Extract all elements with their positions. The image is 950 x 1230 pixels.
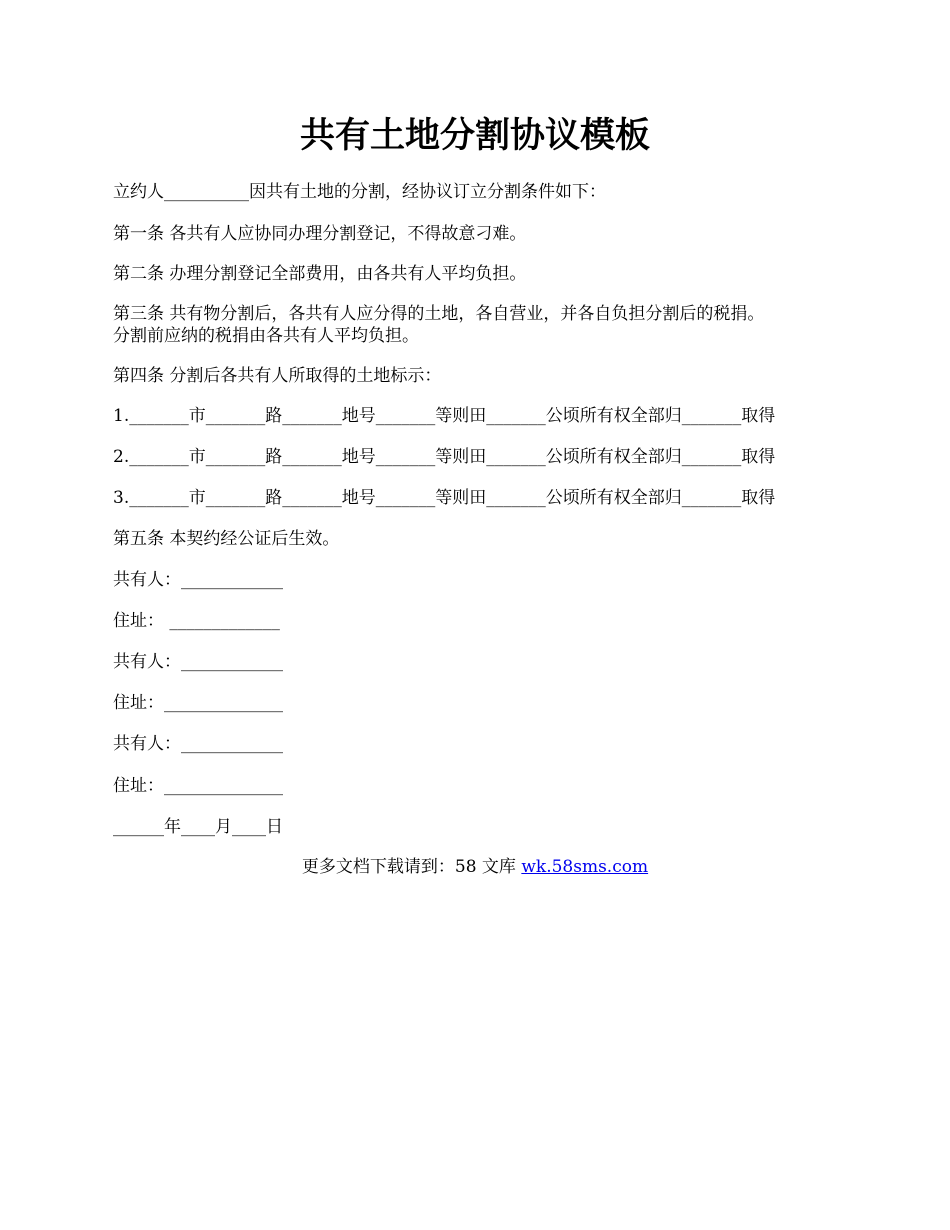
land-item-2: 2._______市_______路_______地号_______等则田_______公顷所有权全部归_______取得: [113, 447, 776, 467]
article-4: 第四条 分割后各共有人所取得的土地标示：: [113, 366, 442, 386]
footer-link[interactable]: wk.58sms.com: [521, 857, 649, 877]
signature-address-1: 住址： _____________: [113, 611, 280, 631]
document-title: 共有土地分割协议模板: [299, 115, 650, 156]
article-1: 第一条 各共有人应协同办理分割登记，不得故意刁难。: [113, 224, 527, 244]
signature-address-3: 住址：______________: [113, 776, 283, 796]
article-5: 第五条 本契约经公证后生效。: [113, 529, 340, 549]
intro-paragraph: 立约人__________因共有土地的分割，经协议订立分割条件如下：: [113, 182, 606, 202]
article-2: 第二条 办理分割登记全部费用，由各共有人平均负担。: [113, 264, 527, 284]
signature-coowner-3: 共有人：____________: [113, 734, 283, 754]
footer-text: 更多文档下载请到：58 文库: [301, 857, 522, 877]
land-item-1: 1._______市_______路_______地号_______等则田_______公顷所有权全部归_______取得: [113, 406, 776, 426]
signature-coowner-2: 共有人：____________: [113, 652, 283, 672]
footer: [0, 856, 950, 878]
article-3-line-2: 分割前应纳的税捐由各共有人平均负担。: [113, 326, 419, 346]
date-line: ______年____月____日: [113, 817, 283, 837]
article-3-line-1: 第三条 共有物分割后，各共有人应分得的土地，各自营业，并各自负担分割后的税捐。: [113, 304, 765, 324]
land-item-3: 3._______市_______路_______地号_______等则田_______公顷所有权全部归_______取得: [113, 488, 776, 508]
signature-coowner-1: 共有人：____________: [113, 570, 283, 590]
signature-address-2: 住址：______________: [113, 693, 283, 713]
